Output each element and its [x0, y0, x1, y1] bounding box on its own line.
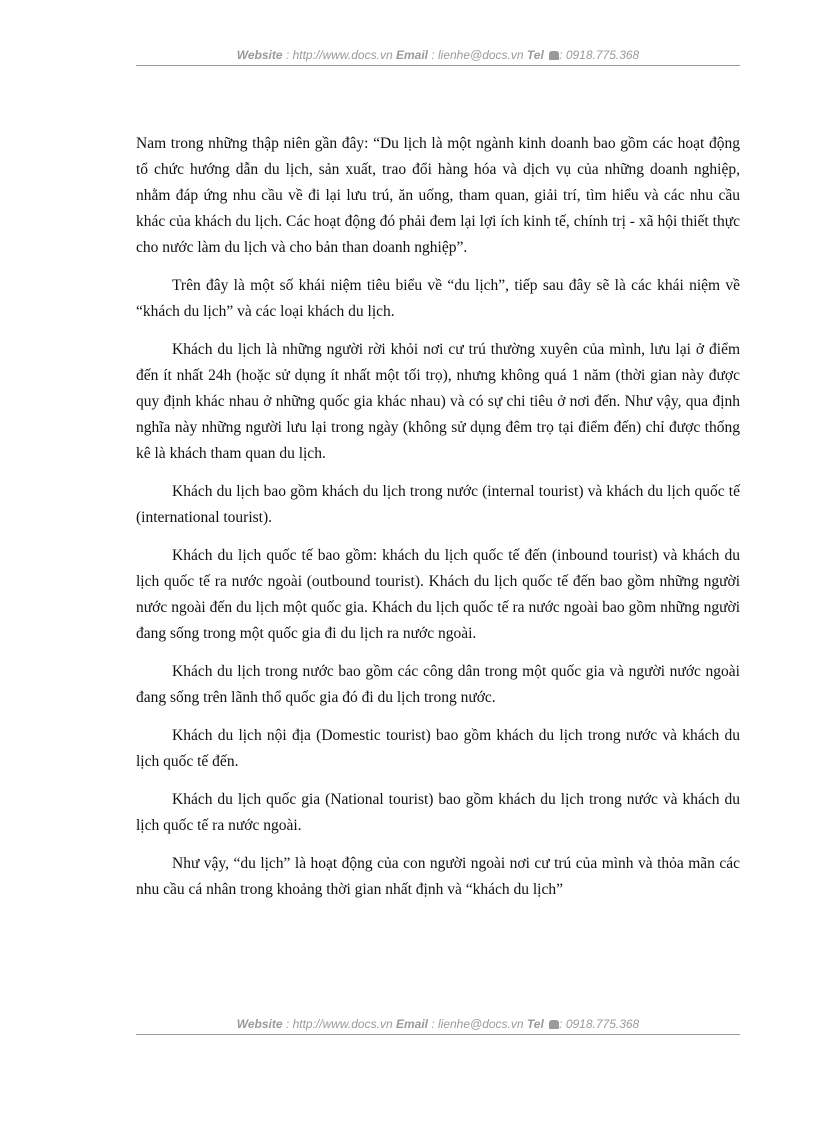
footer-website-label: Website — [236, 1017, 283, 1031]
header-tel-label: Tel — [526, 48, 544, 62]
footer-tel-value: : 0918.775.368 — [559, 1017, 640, 1031]
paragraph: Khách du lịch là những người rời khỏi nơi cư trú thường xuyên của mình, lưu lại ở điểm đến ít nhất 24h (hoặc sử dụng ít nhất một tối trọ), nhưng không quá 1 năm (thời gian này được quy định khác nhau ở những quốc gia khác nhau) và có sự chi tiêu ở nơi đến. Như vậy, qua định nghĩa này những người lưu lại trong ngày (không sử dụng đêm trọ tại điểm đến) chỉ được thống kê là khách tham quan du lịch. — [136, 341, 740, 462]
page-header — [136, 48, 740, 66]
header-tel-value: : 0918.775.368 — [559, 48, 640, 62]
footer-tel-label: Tel — [526, 1017, 544, 1031]
header-email-label: Email — [395, 48, 428, 62]
phone-icon — [549, 1020, 559, 1029]
footer-divider — [136, 1034, 740, 1035]
header-email-value[interactable]: : lienhe@docs.vn — [431, 48, 524, 62]
footer-email-label: Email — [395, 1017, 428, 1031]
paragraph: Như vậy, “du lịch” là hoạt động của con người ngoài nơi cư trú của mình và thỏa mãn các nhu cầu cá nhân trong khoảng thời gian nhất định và “khách du lịch” — [136, 855, 740, 898]
paragraph: Khách du lịch bao gồm khách du lịch trong nước (internal tourist) và khách du lịch quốc tế (international tourist). — [136, 483, 740, 526]
footer-email-value[interactable]: : lienhe@docs.vn — [431, 1017, 524, 1031]
header-divider — [136, 65, 740, 66]
paragraph: Trên đây là một số khái niệm tiêu biểu về “du lịch”, tiếp sau đây sẽ là các khái niệm về “khách du lịch” và các loại khách du lịch. — [136, 277, 740, 320]
header-website-label: Website — [236, 48, 283, 62]
paragraph: Khách du lịch trong nước bao gồm các công dân trong một quốc gia và người nước ngoài đang sống trên lãnh thổ quốc gia đó đi du lịch trong nước. — [136, 663, 740, 706]
paragraph: Nam trong những thập niên gần đây: “Du lịch là một ngành kinh doanh bao gồm các hoạt động tổ chức hướng dẫn du lịch, sản xuất, trao đổi hàng hóa và dịch vụ của những doanh nghiệp, nhằm đáp ứng nhu cầu về đi lại lưu trú, ăn uống, tham quan, giải trí, tìm hiểu và các nhu cầu khác của khách du lịch. Các hoạt động đó phải đem lại lợi ích kinh tế, chính trị - xã hội thiết thực cho nước làm du lịch và cho bản than doanh nghiệp”. — [136, 135, 740, 256]
document-body — [136, 131, 740, 915]
phone-icon — [549, 51, 559, 60]
paragraph: Khách du lịch quốc tế bao gồm: khách du lịch quốc tế đến (inbound tourist) và khách du lịch quốc tế ra nước ngoài (outbound tourist). Khách du lịch quốc tế đến bao gồm những người nước ngoài đến du lịch một quốc gia. Khách du lịch quốc tế ra nước ngoài bao gồm những người đang sống trong một quốc gia đi du lịch ra nước ngoài. — [136, 547, 740, 642]
paragraph: Khách du lịch nội địa (Domestic tourist) bao gồm khách du lịch trong nước và khách du lịch quốc tế đến. — [136, 727, 740, 770]
footer-website-url[interactable]: : http://www.docs.vn — [285, 1017, 393, 1031]
paragraph: Khách du lịch quốc gia (National tourist) bao gồm khách du lịch trong nước và khách du lịch quốc tế ra nước ngoài. — [136, 791, 740, 834]
page-footer — [136, 1017, 740, 1035]
header-website-url[interactable]: : http://www.docs.vn — [285, 48, 393, 62]
